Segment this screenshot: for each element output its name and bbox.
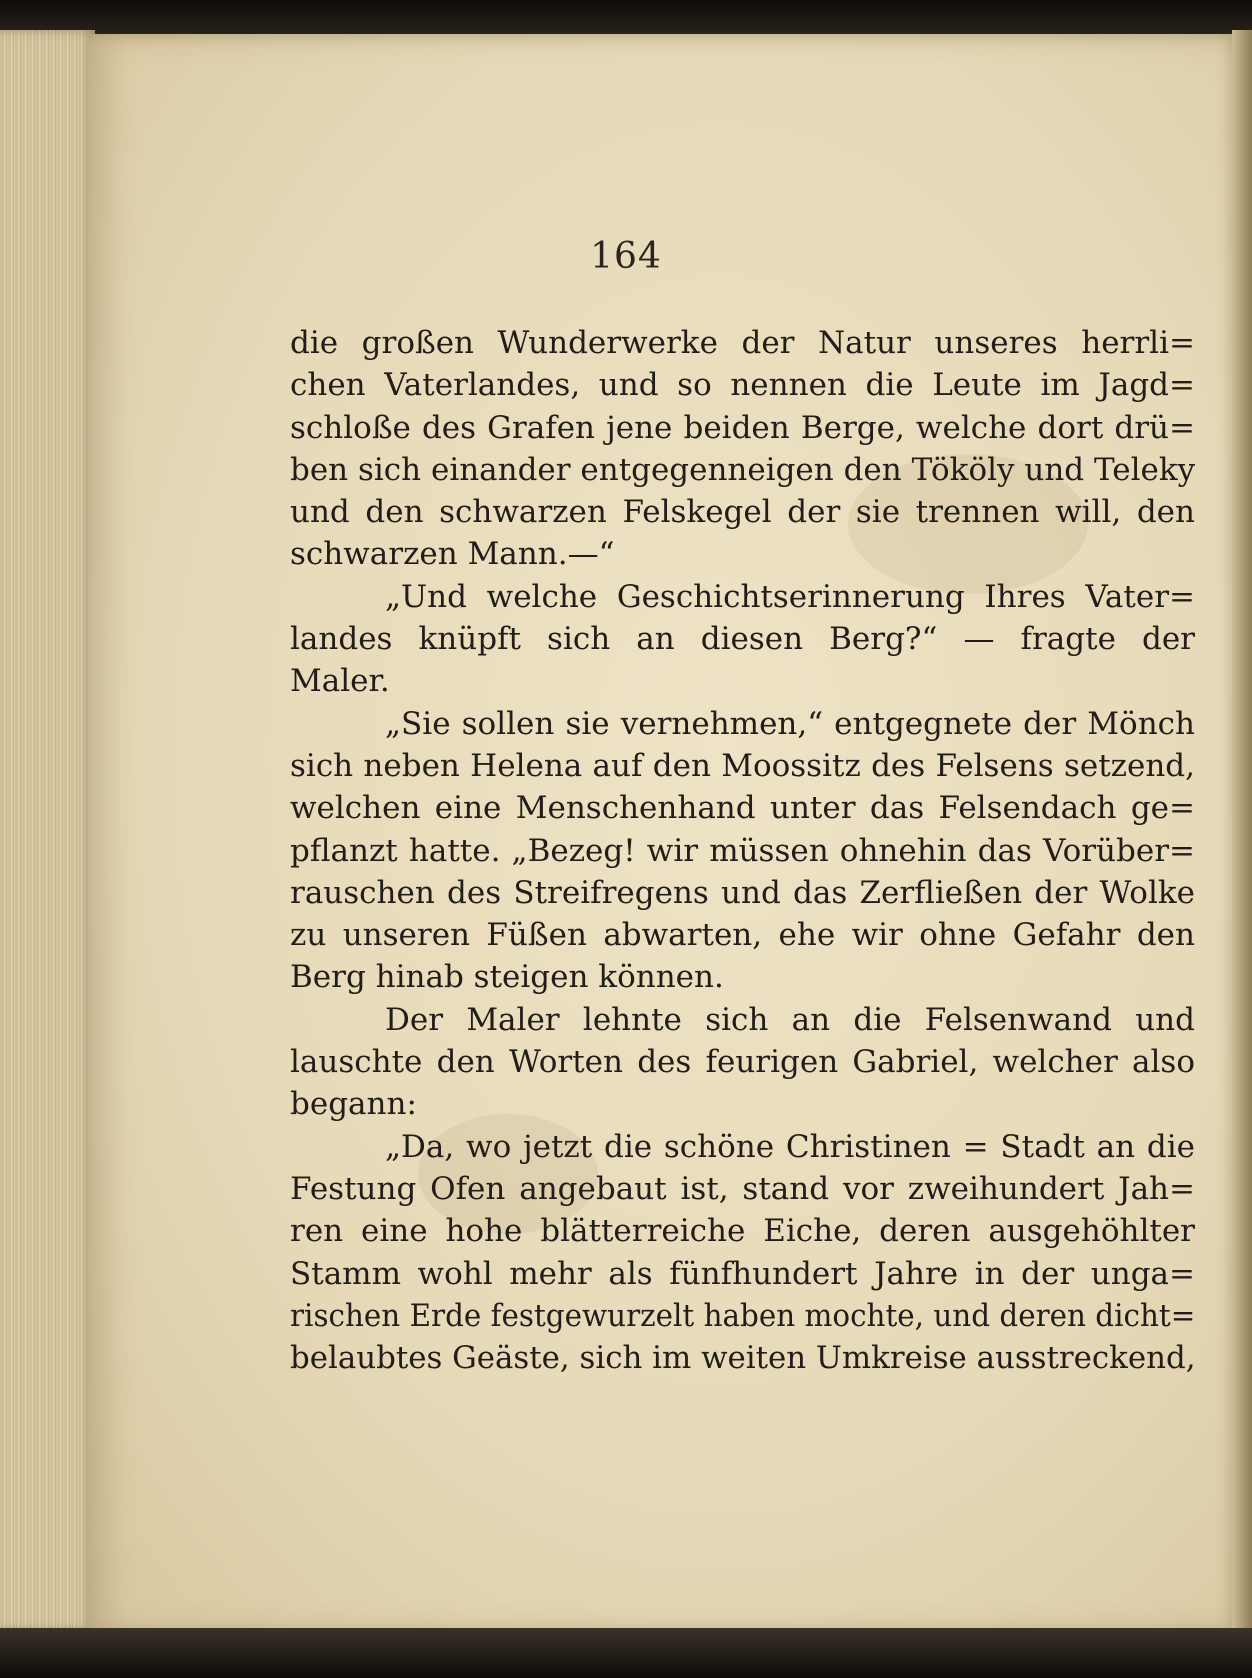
- text-line: Der Maler lehnte sich an die Felsenwand und: [385, 1001, 1195, 1038]
- text-line: belaubtes Geäste, sich im weiten Umkreise ausstreckend,: [290, 1340, 1196, 1377]
- text-line: und den schwarzen Felskegel der sie trennen will, den: [290, 494, 1195, 531]
- text-line: chen Vaterlandes, und so nennen die Leute im Jagd=: [290, 367, 1195, 404]
- binding-top-edge: [0, 0, 1252, 38]
- binding-bottom-edge: [0, 1628, 1252, 1678]
- page-number: 164: [590, 236, 662, 277]
- text-line: „Sie sollen sie vernehmen,“ entgegnete der Mönch: [385, 705, 1195, 742]
- text-line: rischen Erde festgewurzelt haben mochte, und deren dicht=: [290, 1297, 1196, 1334]
- text-line: die großen Wunderwerke der Natur unseres herrli=: [290, 325, 1195, 361]
- text-line: „Und welche Geschichtserinnerung Ihres Vater=: [385, 578, 1195, 615]
- body-text: [290, 322, 1195, 1379]
- text-line: welchen eine Menschenhand unter das Felsendach ge=: [290, 790, 1195, 827]
- text-line: schwarzen Mann.—“: [290, 536, 615, 573]
- text-line: Festung Ofen angebaut ist, stand vor zweihundert Jah=: [290, 1170, 1195, 1207]
- text-line: Stamm wohl mehr als fünfhundert Jahre in der unga=: [290, 1255, 1195, 1292]
- text-line: sich neben Helena auf den Moossitz des Felsens setzend,: [290, 747, 1195, 784]
- text-line: zu unseren Füßen abwarten, ehe wir ohne Gefahr den: [290, 917, 1195, 954]
- text-line: begann:: [290, 1086, 417, 1123]
- text-line: schloße des Grafen jene beiden Berge, welche dort drü=: [290, 409, 1195, 446]
- text-line: rauschen des Streifregens und das Zerfließen der Wolke: [290, 874, 1195, 911]
- text-line: lauschte den Worten des feurigen Gabriel, welcher also: [290, 1044, 1195, 1081]
- text-line: landes knüpft sich an diesen Berg?“ — fragte der: [290, 621, 1195, 658]
- text-line: ben sich einander entgegenneigen den Tököly und Teleky: [290, 451, 1196, 488]
- text-line: „Da, wo jetzt die schöne Christinen = Stadt an die: [385, 1128, 1195, 1165]
- text-line: Maler.: [290, 663, 390, 700]
- text-line: ren eine hohe blätterreiche Eiche, deren ausgehöhlter: [290, 1213, 1195, 1250]
- text-line: pflanzt hatte. „Bezeg! wir müssen ohnehin das Vorüber=: [290, 832, 1195, 869]
- text-line: Berg hinab steigen können.: [290, 959, 724, 996]
